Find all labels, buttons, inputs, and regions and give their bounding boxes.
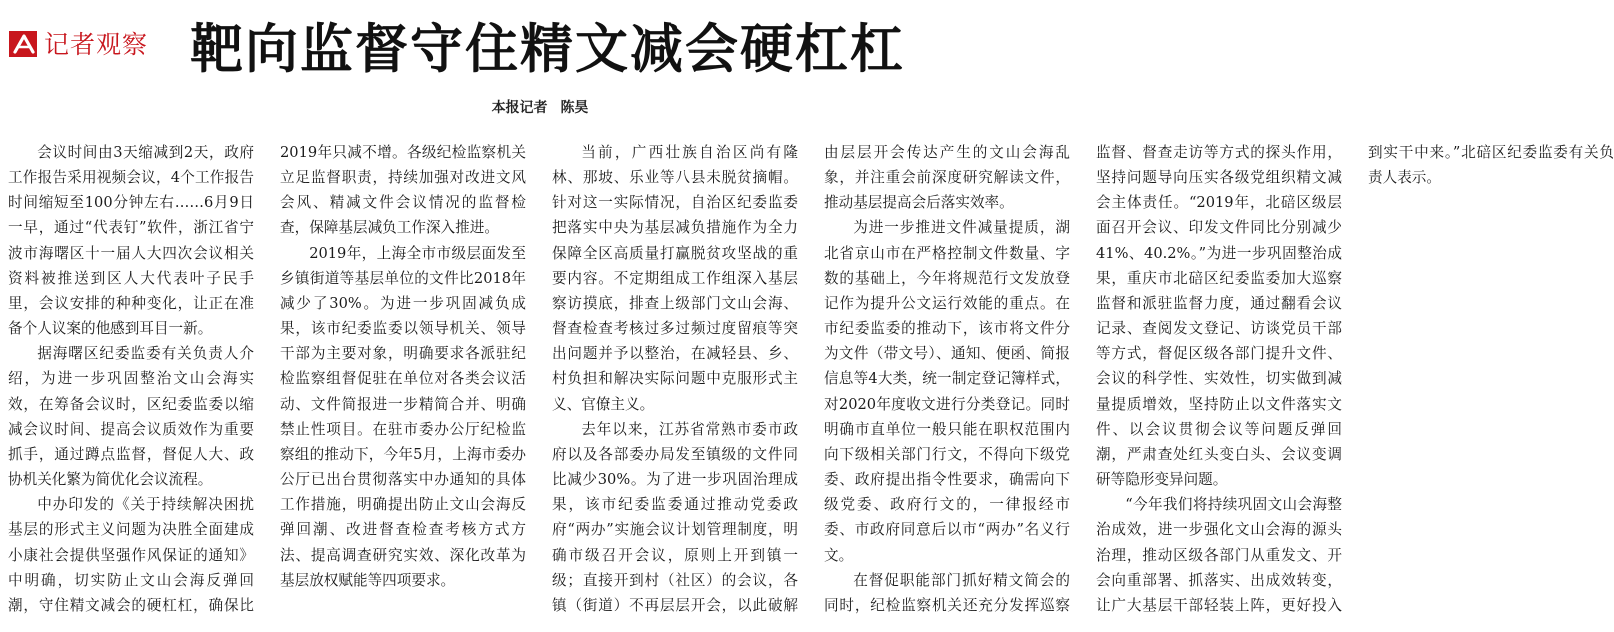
paragraph: 据海曙区纪委监委有关负责人介绍，为进一步巩固整治文山会海实效，在筹备会议时，区纪委监委以缩减会议时间、提高会议质效作为重要抓手，通过蹲点监督，督促人大、政协机关化繁为简优化会议流程。 bbox=[8, 345, 254, 489]
paragraph: “今年我们将持续巩固文山会海整治成效，进一步强化文山会海的源头治理，推动区级各部门从重发文、开会向重部署、抓落实、出成效转变，让广大基层干部轻装上阵，更好投入到实干中来。”北碚区纪委监委有关负责人表示。 bbox=[1096, 144, 1614, 614]
paragraph: 2019年，上海全市市级层面发至乡镇街道等基层单位的文件比2018年减少了30%。为进一步巩固减负成果，该市纪委监委以领导机关、领导干部为主要对象，明确要求各派驻纪检监察组督促驻在单位对各类会议活动、文件简报进一步精简合并、明确禁止性项目。在驻市委办公厅纪检监察组的推动下，今年5月，上海市委办公厅已出台贯彻落实中办通知的具体工作措施，明确提出防止文山会海反弹回潮、改进督查检查考核方式方法、提高调查研究实效、深化改革为基层放权赋能等四项要求。 bbox=[280, 244, 526, 589]
byline-author: 陈昊 bbox=[560, 100, 589, 116]
paragraph: 当前，广西壮族自治区尚有隆林、那坡、乐业等八县未脱贫摘帽。针对这一实际情况，自治区纪委监委把落实中央为基层减负措施作为全力保障全区高质量打赢脱贫攻坚战的重要内容。不定期组成工作组深入基层察访摸底，排查上级部门文山会海、督查检查考核过多过频过度留痕等突出问题并予以整治，在减轻县、乡、村负担和解决实际问题中克服形式主义、官僚主义。 bbox=[552, 144, 798, 413]
column-tag bbox=[8, 24, 148, 64]
red-brush-stroke-logo bbox=[8, 28, 40, 60]
paragraph: 为进一步推进文件减量提质，湖北省京山市在严格控制文件数量、字数的基础上，今年将规范行文发放登记作为提升公文运行效能的重点。在市纪委监委的推动下，该市将文件分为文件（带文号）、通知、便函、简报信息等4大类，统一制定登记簿样式，对2020年度收文进行分类登记。同时明确市直单位一般只能在职权范围内向下级相关部门行文，不得向下级党委、政府提出指令性要求，确需向下级党委、政府行文的，一律报经市委、市政府同意后以市“两办”名义行文。 bbox=[824, 219, 1070, 564]
paragraph: 会议时间由3天缩减到2天，政府工作报告采用视频会议，4个工作报告时间缩短至100分钟左右……6月9日一早，通过“代表钉”软件，浙江省宁波市海曙区十一届人大四次会议相关资料被推送到区人大代表叶子民手里，会议安排的种种变化，让正在准备个人议案的他感到耳目一新。 bbox=[8, 144, 254, 338]
byline-role: 本报记者 bbox=[491, 100, 548, 116]
paragraph: 去年以来，江苏省常熟市委市政府以及各部委办局发至镇级的文件同比减少30%。为了进一步巩固治理成果，该市纪委监委通过推动党委政府“两办”实施会议计划管理制度，明确市级召开会议，原则上开到镇一级；直接开到村（社区）的会议，各镇（街道）不再层层开会，以此破解由层层开会传达产生的文山会海乱象，并注重会前深度研究解读文件，推动基层提高会后落实效率。 bbox=[552, 144, 1070, 614]
column-tag-label: 记者观察 bbox=[44, 29, 149, 59]
byline bbox=[0, 98, 1080, 118]
headline: 靶向监督守住精文减会硬杠杠 bbox=[190, 19, 905, 80]
paragraph: 中办印发的《关于持续解决困扰基层的形式主义问题为决胜全面建成小康社会提供坚强作风保证的通知》中明确，切实防止文山会海反弹回潮，守住精文减会的硬杠杠，确保比2019年只减不增。各级纪检监察机关立足监督职责，持续加强对改进文风会风、精减文件会议情况的监督检查，保障基层减负工作深入推进。 bbox=[8, 144, 526, 614]
paragraph: 在督促职能部门抓好精文简会的同时，纪检监察机关还充分发挥巡察监督、督查走访等方式的探头作用，坚持问题导向压实各级党组织精文减会主体责任。“2019年，北碚区级层面召开会议、印发文件同比分别减少41%、40.2%。”为进一步巩固整治成果，重庆市北碚区纪委监委加大巡察监督和派驻监督力度，通过翻看会议记录、查阅发文登记、访谈党员干部等方式，督促区级各部门提升文件、会议的科学性、实效性，切实做到减量提质增效，坚持防止以文件落实文件、以会议贯彻会议等问题反弹回潮，严肃查处红头变白头、会议变调研等隐形变异问题。 bbox=[824, 144, 1342, 614]
article-body bbox=[8, 140, 1614, 630]
